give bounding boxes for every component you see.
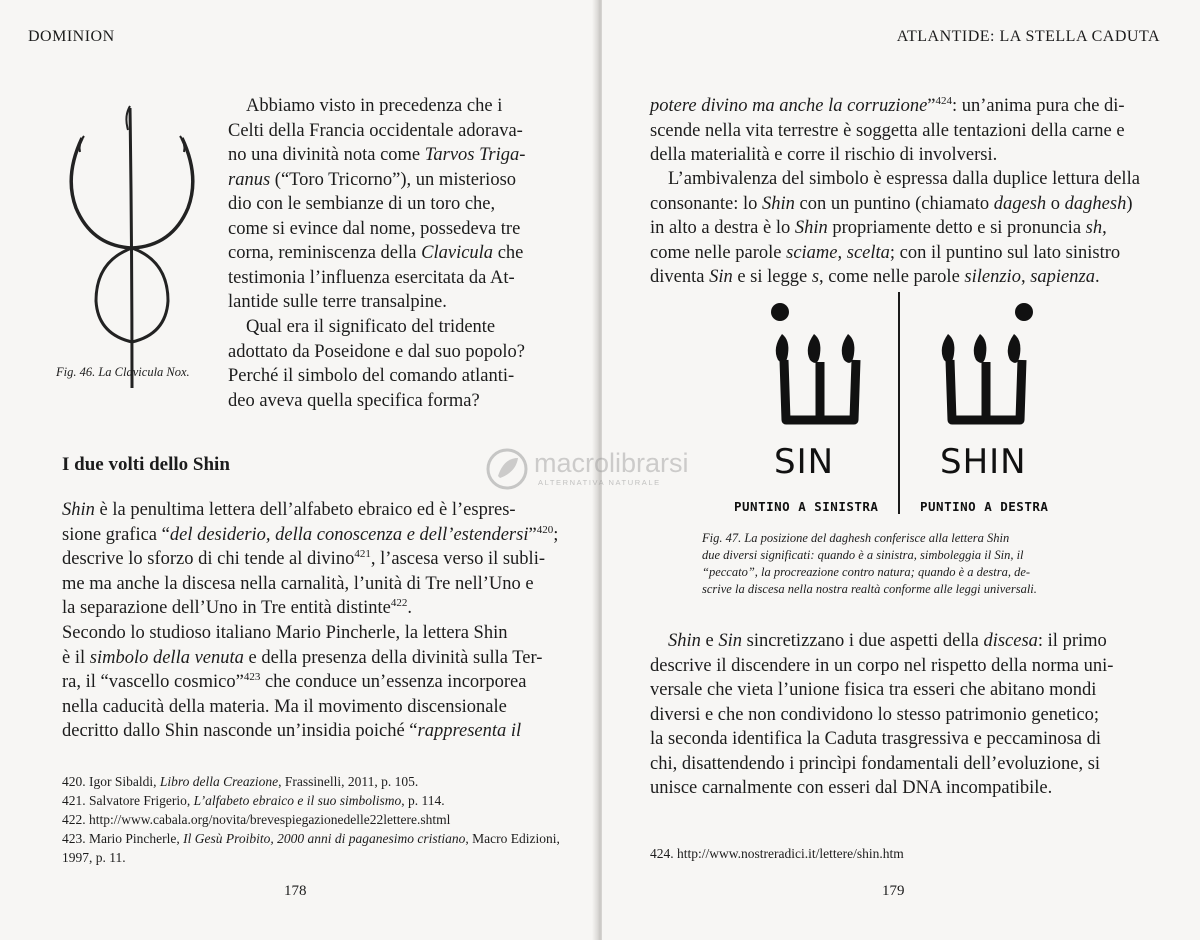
sin-sublabel: PUNTINO A SINISTRA (734, 499, 879, 514)
shin-sublabel: PUNTINO A DESTRA (920, 499, 1049, 514)
footnote-424: 424. http://www.nostreradici.it/lettere/shin.htm (650, 846, 904, 861)
synthesis-paragraph: Shin e Sin sincretizzano i due aspetti della discesa: il primo descrive il discendere in un corpo nel rispetto della norma uni- versale che vieta l’unione fisica tra esseri che abitano mondi diversi e che non condividono lo stesso patrimonio genetico; la seconda identifica la Caduta trasgressiva e peccaminosa di chi, disattendendo i princìpi fondamentali dell’evoluzione, si unisce carnalmente con esseri dal DNA incompatibile. (650, 631, 1114, 798)
watermark-tagline: ALTERNATIVA NATURALE (538, 478, 661, 487)
page-number-left: 178 (284, 883, 307, 899)
footnote-421: 421. Salvatore Frigerio, L’alfabeto ebraico e il suo simbolismo, p. 114. (62, 793, 445, 808)
question-paragraph: Qual era il significato del tridente adottato da Poseidone e dal suo popolo? Perché il simbolo del comando atlanti- deo aveva quella specifica forma? (228, 317, 525, 411)
ambivalence-paragraph: L’ambivalenza del simbolo è espressa dalla duplice lettura della consonante: lo Shin con un puntino (chiamato dagesh o daghesh) in alto a destra è lo Shin propriamente detto e si pronuncia sh, come nelle parole sciame, scelta; con il puntino sul lato sinistro diventa Sin e si legge s, come nelle parole silenzio, sapienza. (650, 169, 1140, 287)
intro-paragraph: Abbiamo visto in precedenza che i Celti della Francia occidentale adorava- no una divinità nota come Tarvos Triga- ranus (“Toro Tricorno”), un misterioso dio con le sembianze di un toro che, come si evince dal nome, possedeva tre corna, reminiscenza della Clavicula che testimonia l’influenza esercitata da At- lantide sulle terre transalpine. (228, 96, 526, 312)
figure-46-caption: Fig. 46. La Clavicula Nox. (56, 365, 190, 379)
running-head-left: DOMINION (28, 28, 115, 45)
figure-47-caption: Fig. 47. La posizione del daghesh conferisce alla lettera Shin due diversi significati: quando è a sinistra, simboleggia il Sin, il “peccato”, la procreazione contro natura; quando è a destra, de- scrive la discesa nella nostra realtà conforme alle leggi universali. (702, 531, 1037, 596)
shin-paragraph-2: Secondo lo studioso italiano Mario Pincherle, la lettera Shin è il simbolo della venuta e della presenza della divinità sulla Ter- ra, il “vascello cosmico”$^{423}$ che conduce un’essenza incorporea nella caducità della materia. Ma il movimento discensionale decritto dallo Shin nasconde un’insidia poiché “rappresenta il (62, 623, 543, 741)
footnote-422: 422. http://www.cabala.org/novita/brevespiegazionedelle22lettere.shtml (62, 812, 451, 827)
footnotes-left (62, 772, 562, 867)
page-number-right: 179 (882, 883, 905, 899)
shin-paragraph-1: Shin è la penultima lettera dell’alfabeto ebraico ed è l’espres- sione grafica “del desiderio, della conoscenza e dell’estendersi”$^{420}$; descrive lo sforzo di chi tende al divino$^{421}$, l’ascesa verso il subli- me ma anche la discesa nella carnalità, l’unità di Tre nell’Uno e la separazione dell’Uno in Tre entità distinte$^{422}$. (62, 500, 559, 618)
shin-letter-icon (930, 300, 1040, 430)
sin-label: SIN (774, 442, 835, 482)
watermark (484, 446, 714, 492)
clavicula-nox-symbol-icon (62, 96, 212, 396)
footnote-423: 423. Mario Pincherle, Il Gesù Proibito, 2000 anni di paganesimo cristiano, Macro Edizioni, 1997, p. 11. (62, 831, 560, 865)
watermark-name: macrolibrarsi (534, 448, 689, 478)
leaf-logo-icon (484, 446, 530, 492)
sin-letter-icon (764, 300, 874, 430)
running-head-right: ATLANTIDE: LA STELLA CADUTA (896, 28, 1160, 45)
section-heading: I due volti dello Shin (62, 454, 230, 475)
continuation-paragraph: potere divino ma anche la corruzione”$^{424}$: un’anima pura che di- scende nella vita terrestre è soggetta alle tentazioni della carne e della materialità e corre il rischio di involversi. (650, 94, 1125, 165)
footnote-420: 420. Igor Sibaldi, Libro della Creazione, Frassinelli, 2011, p. 105. (62, 774, 419, 789)
figure-divider (898, 292, 900, 514)
shin-label: SHIN (940, 442, 1027, 482)
